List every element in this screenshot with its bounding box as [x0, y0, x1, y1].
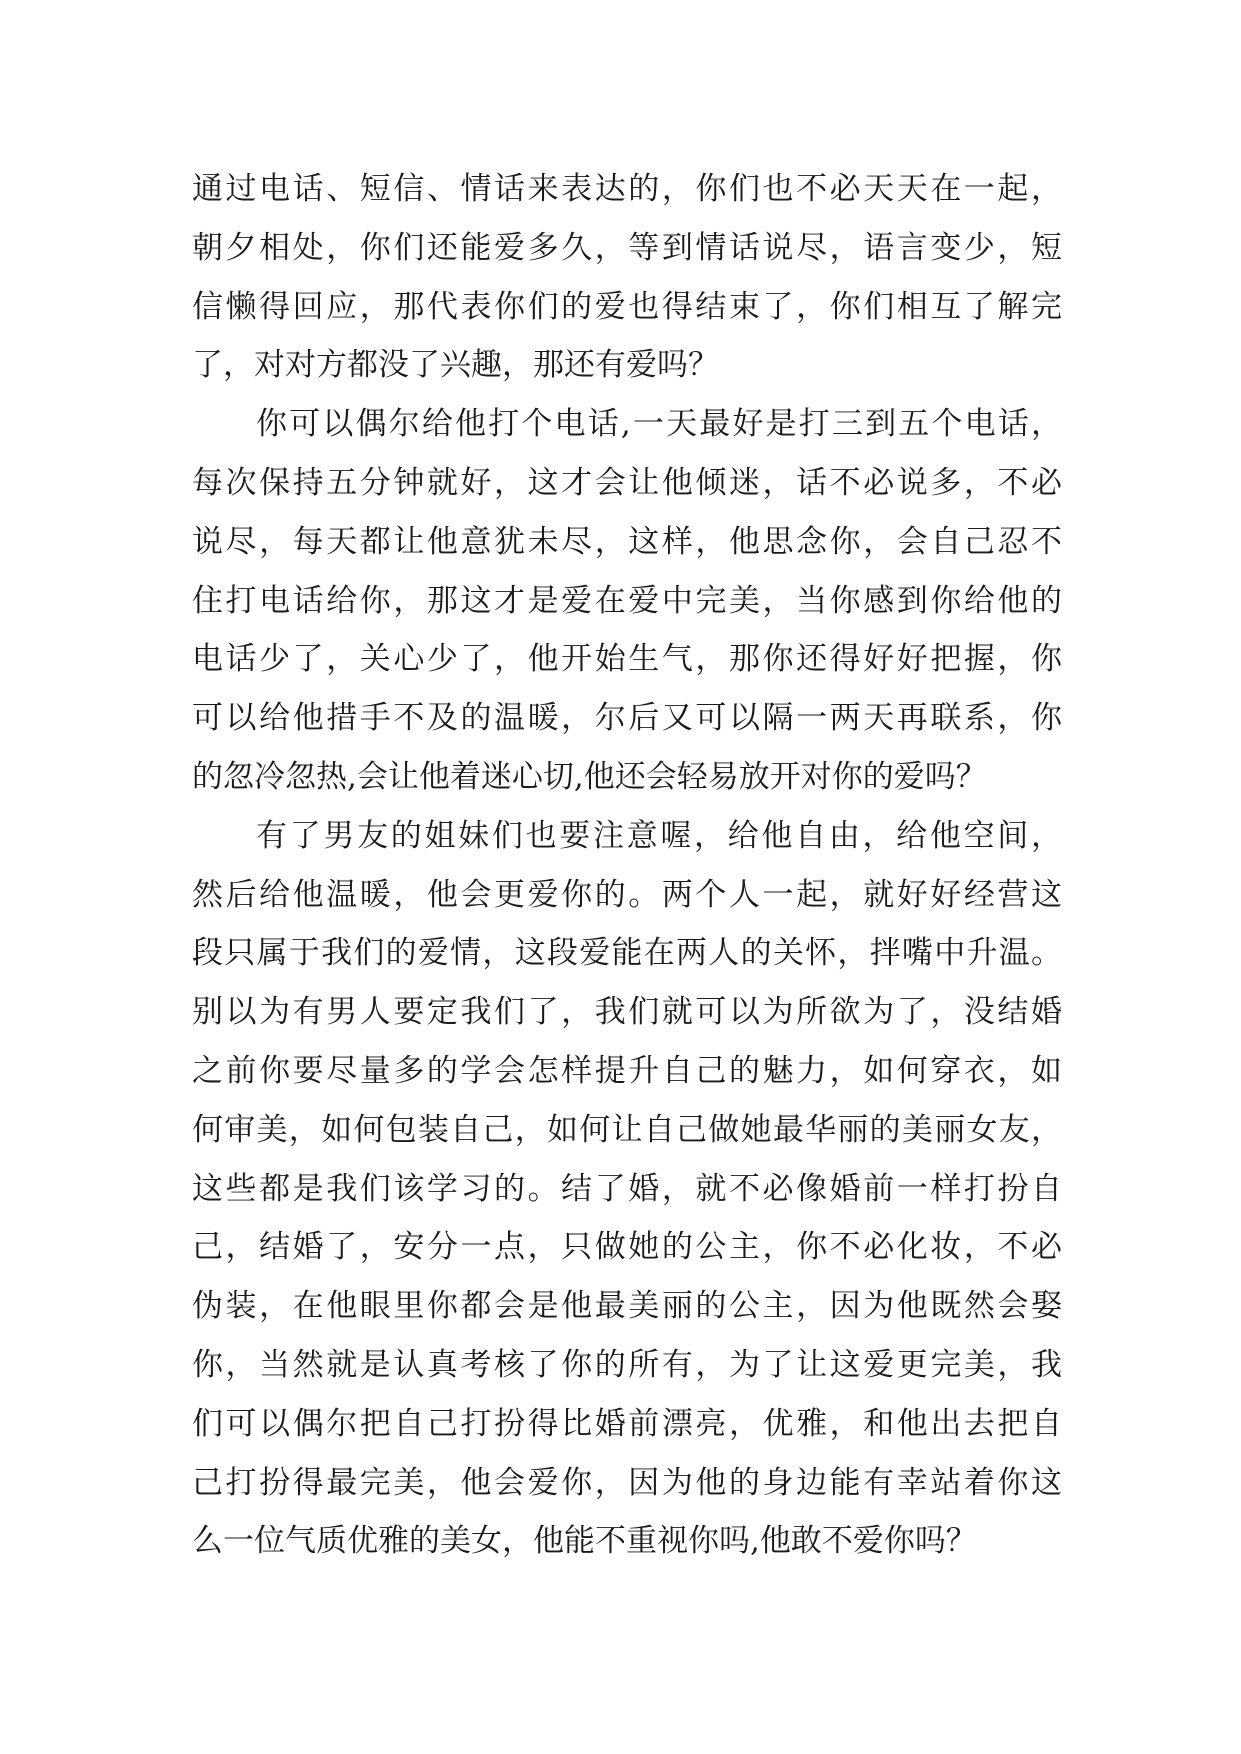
text-line: 段只属于我们的爱情，这段爱能在两人的关怀，拌嘴中升温。: [192, 935, 1062, 972]
text-line: 么一位气质优雅的美女，他能不重视你吗,他敢不爱你吗？: [192, 1523, 977, 1560]
document-body: [192, 160, 1062, 1571]
text-line: 每次保持五分钟就好，这才会让他倾迷，话不必说多，不必: [192, 464, 1062, 501]
text-line: 有了男友的姐妹们也要注意喔，给他自由，给他空间，: [256, 817, 1062, 854]
text-line: 之前你要尽量多的学会怎样提升自己的魅力，如何穿衣，如: [192, 1052, 1062, 1089]
text-line: 己打扮得最完美，他会爱你，因为他的身边能有幸站着你这: [192, 1464, 1062, 1501]
text-line: 这些都是我们该学习的。结了婚，就不必像婚前一样打扮自: [192, 1170, 1062, 1207]
text-line: 信懒得回应，那代表你们的爱也得结束了，你们相互了解完: [192, 288, 1062, 325]
text-line: 朝夕相处，你们还能爱多久，等到情话说尽，语言变少，短: [192, 229, 1062, 266]
text-line: 你，当然就是认真考核了你的所有，为了让这爱更完美，我: [192, 1346, 1062, 1383]
text-line: 的忽冷忽热,会让他着迷心切,他还会轻易放开对你的爱吗？: [192, 758, 987, 795]
text-line: 何审美，如何包装自己，如何让自己做她最华丽的美丽女友，: [192, 1111, 1062, 1148]
text-line: 们可以偶尔把自己打扮得比婚前漂亮，优雅，和他出去把自: [192, 1405, 1062, 1442]
text-line: 你可以偶尔给他打个电话,一天最好是打三到五个电话，: [256, 406, 1062, 443]
text-line: 伪装，在他眼里你都会是他最美丽的公主，因为他既然会娶: [192, 1288, 1062, 1325]
text-line: 通过电话、短信、情话来表达的，你们也不必天天在一起，: [192, 171, 1062, 207]
paragraph-1: [192, 160, 1062, 395]
paragraph-3: [192, 807, 1062, 1571]
text-line: 己，结婚了，安分一点，只做她的公主，你不必化妆，不必: [192, 1229, 1062, 1266]
text-line: 说尽，每天都让他意犹未尽，这样，他思念你，会自己忍不: [192, 523, 1062, 560]
text-line: 电话少了，关心少了，他开始生气，那你还得好好把握，你: [192, 641, 1062, 678]
text-line: 可以给他措手不及的温暖，尔后又可以隔一两天再联系，你: [192, 700, 1062, 737]
paragraph-2: [192, 395, 1062, 807]
text-line: 住打电话给你，那这才是爱在爱中完美，当你感到你给他的: [192, 582, 1062, 619]
text-line: 别以为有男人要定我们了，我们就可以为所欲为了，没结婚: [192, 994, 1062, 1031]
text-line: 了，对对方都没了兴趣，那还有爱吗？: [192, 347, 719, 384]
text-line: 然后给他温暖，他会更爱你的。两个人一起，就好好经营这: [192, 876, 1062, 913]
